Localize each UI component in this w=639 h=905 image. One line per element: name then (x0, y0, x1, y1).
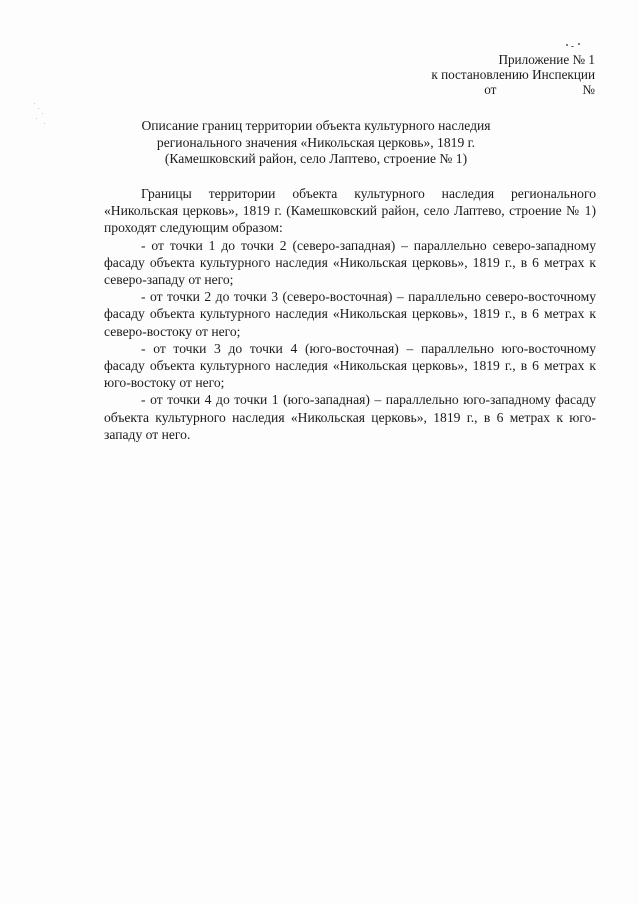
boundary-item-2: - от точки 2 до точки 3 (северо-восточная) – параллельно северо-восточному фасаду объекта культурного наследия «Никольская церковь», 1819 г., в 6 метрах к северо-востоку от него; (104, 289, 596, 339)
date-number-line (431, 82, 595, 97)
boundary-item-3: - от точки 3 до точки 4 (юго-восточная) – параллельно юго-восточному фасаду объекта культурного наследия «Никольская церковь», 1819 г., в 6 метрах к юго-востоку от него; (104, 340, 596, 391)
from-label: от (484, 82, 497, 97)
title-line-1: Описание границ территории объекта культурного наследия (141, 118, 491, 133)
boundary-item-4: - от точки 4 до точки 1 (юго-западная) – параллельно юго-западному фасаду объекта культурного наследия «Никольская церковь», 1819 г., в 6 метрах к юго-западу от него. (104, 392, 596, 442)
resolution-reference: к постановлению Инспекции (431, 67, 595, 82)
intro-paragraph: Границы территории объекта культурного наследия регионального «Никольская церковь», 1819 г. (Камешковский район, село Лаптево, строение № 1) проходят следующим образом: (104, 186, 596, 236)
title-line-3: (Камешковский район, село Лаптево, строение № 1) (164, 151, 468, 166)
document-title (96, 118, 536, 168)
appendix-label: Приложение № 1 (498, 52, 595, 67)
title-line-2: регионального значения «Никольская церковь», 1819 г. (156, 134, 476, 150)
number-label: № (582, 82, 595, 97)
boundary-item-1: - от точки 1 до точки 2 (северо-западная) – параллельно северо-западному фасаду объекта культурного наследия «Никольская церковь», 1819 г., в 6 метрах к северо-западу от него; (104, 237, 596, 288)
appendix-header (431, 52, 595, 97)
document-body (104, 185, 596, 443)
